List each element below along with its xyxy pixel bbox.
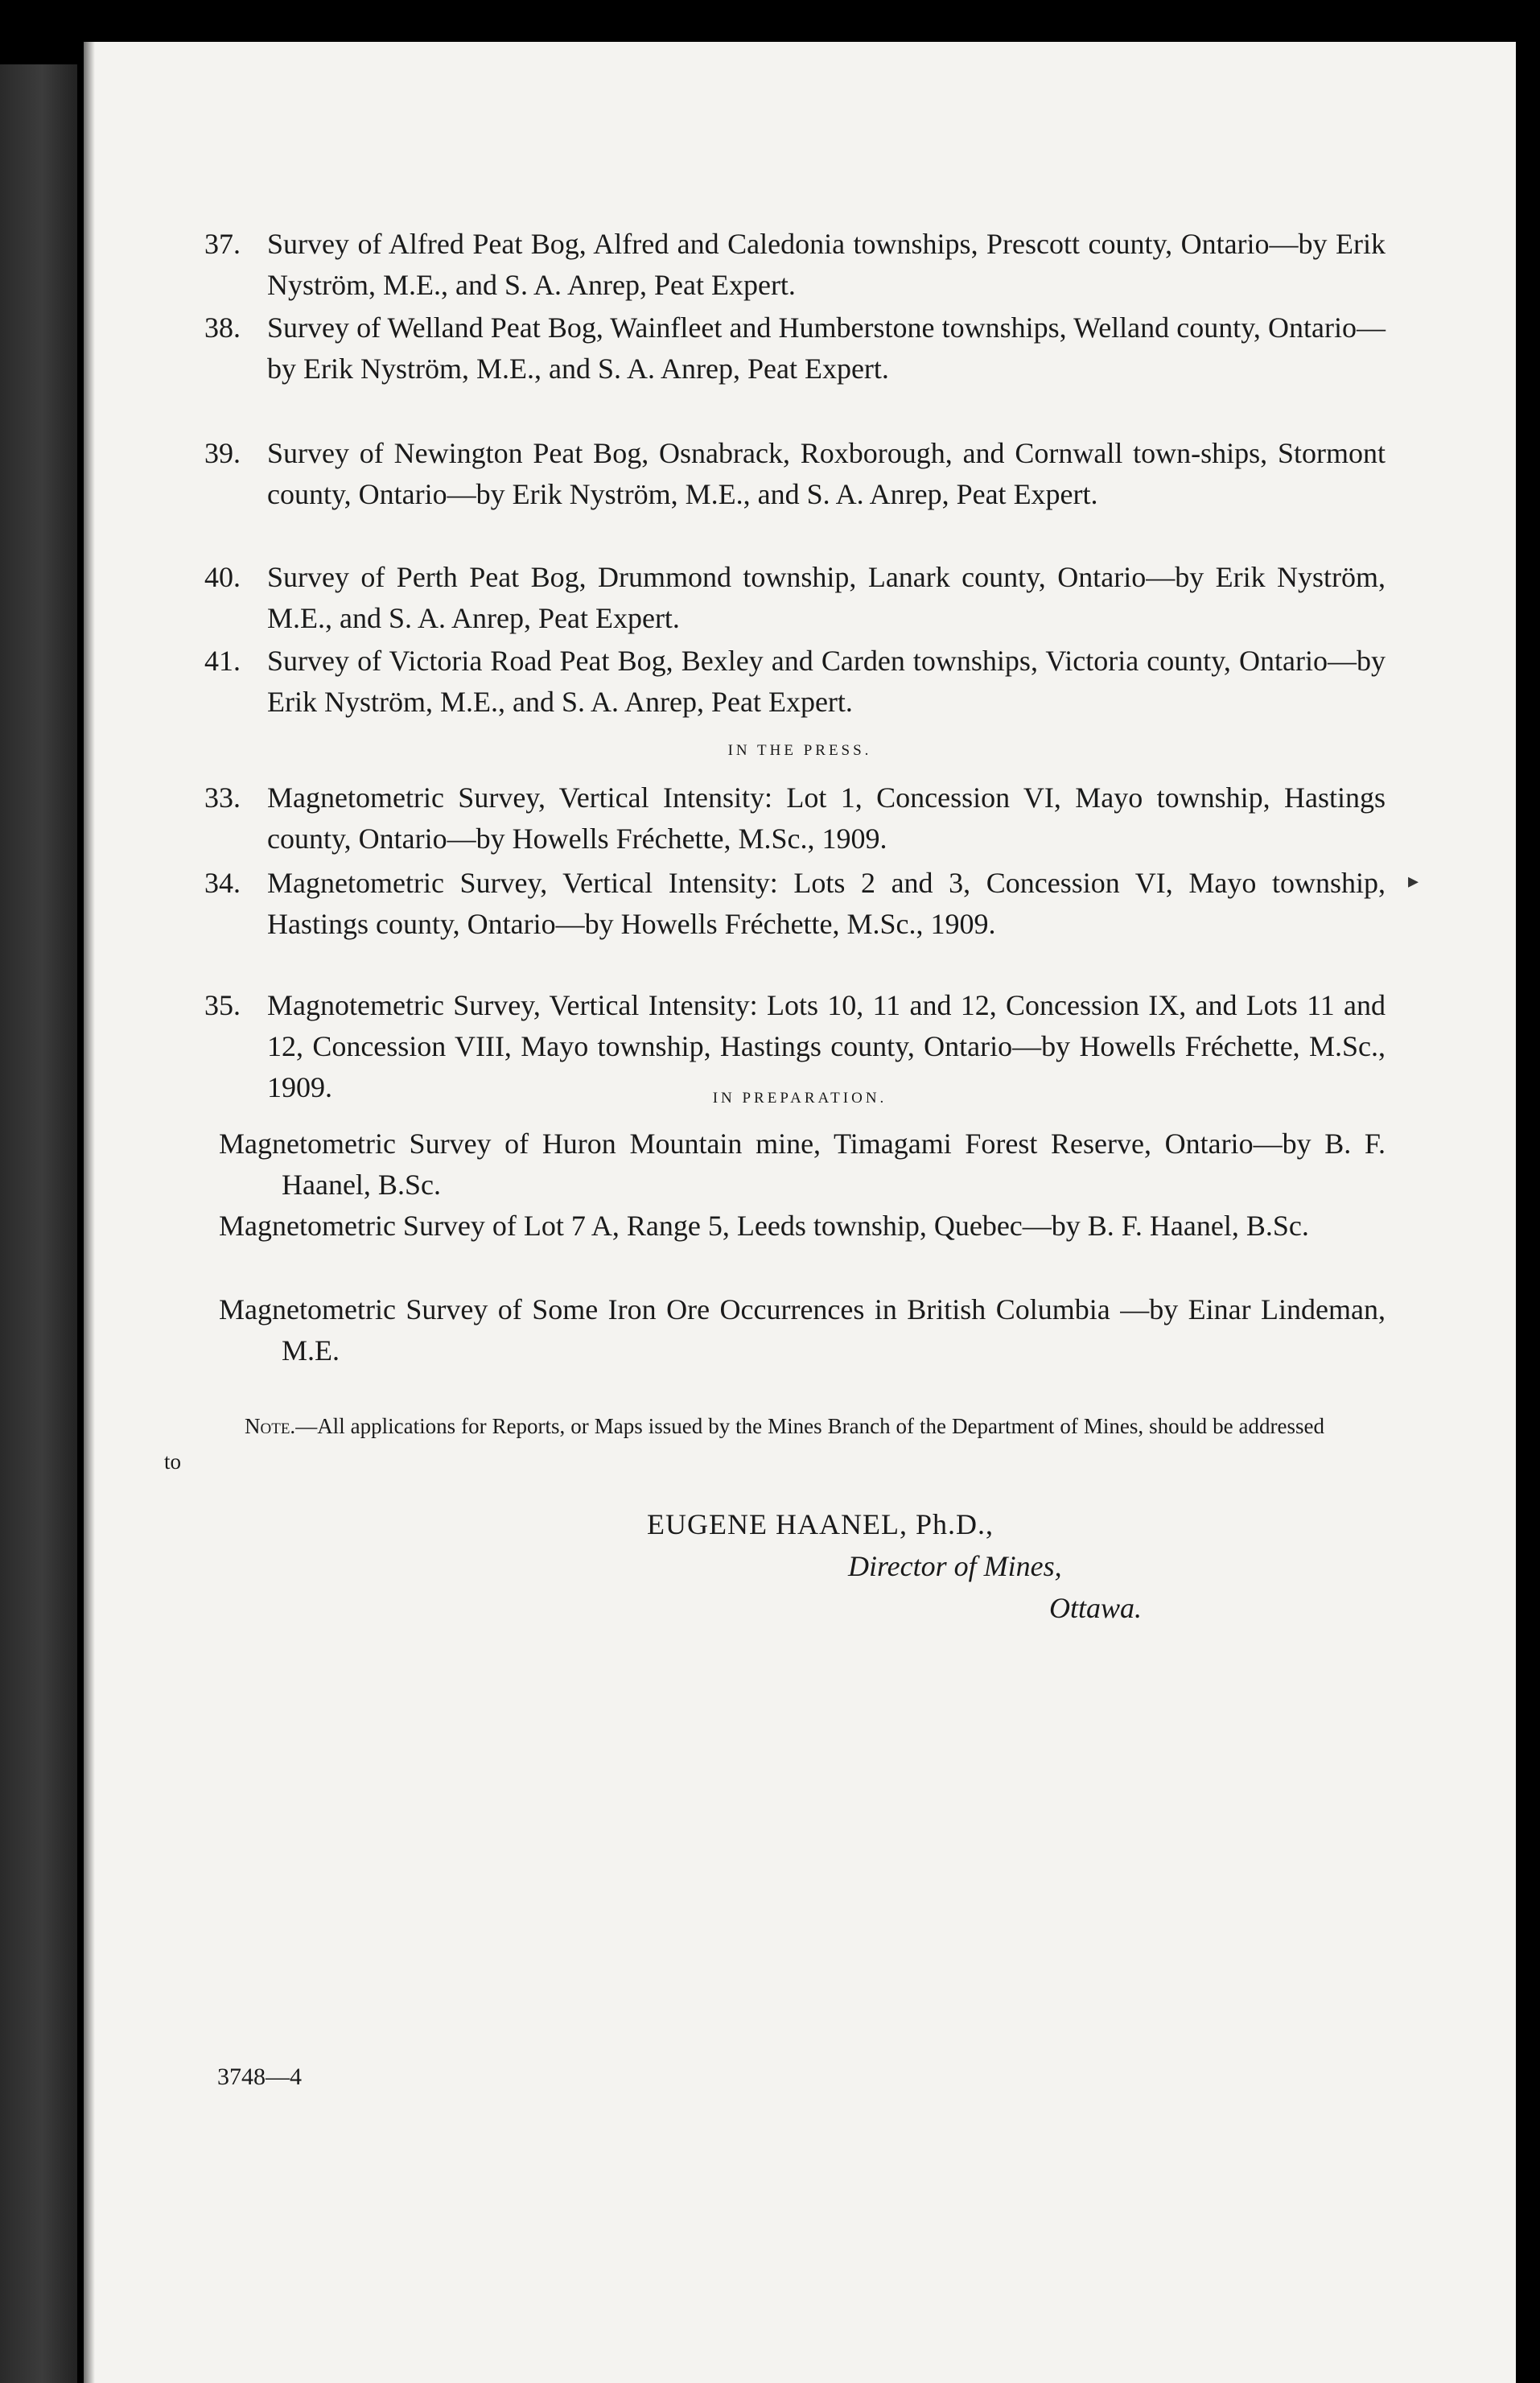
entry-number: 33. xyxy=(204,781,241,814)
page-code: 3748—4 xyxy=(217,2063,302,2090)
note-paragraph xyxy=(164,1408,1324,1479)
entry-text: Survey of Perth Peat Bog, Drummond township, Lanark county, Ontario—by Erik Nyström, M.E., and S. A. Anrep, Peat Expert. xyxy=(267,561,1386,634)
publication-entry-41 xyxy=(204,641,1386,723)
entry-number: 40. xyxy=(204,561,241,593)
note-text: —All applications for Reports, or Maps issued by the Mines Branch of the Department of Mines, should be addressed to xyxy=(164,1414,1324,1474)
margin-mark: ▸ xyxy=(1408,869,1419,893)
entry-text: Magnotemetric Survey, Vertical Intensity: Lots 10, 11 and 12, Concession IX, and Lots 11 and 12, Concession VIII, Mayo township, Hastings county, Ontario—by Howells Fréchette, M.Sc., 1909. xyxy=(267,989,1386,1103)
signature-block xyxy=(647,1503,1323,1629)
entry-number: 34. xyxy=(204,867,241,899)
entry-text: Survey of Alfred Peat Bog, Alfred and Caledonia townships, Prescott county, Ontario—by Erik Nyström, M.E., and S. A. Anrep, Peat Expert. xyxy=(267,228,1386,301)
previous-page-edge xyxy=(0,64,77,2383)
signatory-name: EUGENE HAANEL, Ph.D., xyxy=(647,1508,994,1540)
publication-entry-40 xyxy=(204,557,1386,639)
entry-text: Survey of Welland Peat Bog, Wainfleet and Humberstone townships, Welland county, Ontario—by Erik Nyström, M.E., and S. A. Anrep, Peat Expert. xyxy=(267,311,1386,385)
in-press-entry-33 xyxy=(204,777,1386,860)
entry-text: Magnetometric Survey, Vertical Intensity: Lots 2 and 3, Concession VI, Mayo township, Hastings county, Ontario—by Howells Fréchette, M.Sc., 1909. xyxy=(267,867,1386,940)
signatory-place: Ottawa. xyxy=(1049,1592,1143,1624)
signatory-title: Director of Mines, xyxy=(848,1550,1062,1582)
page-gutter-shadow xyxy=(84,42,95,2383)
entry-text: Survey of Victoria Road Peat Bog, Bexley and Carden townships, Victoria county, Ontario—by Erik Nyström, M.E., and S. A. Anrep, Peat Expert. xyxy=(267,645,1386,718)
publication-entry-39 xyxy=(204,433,1386,515)
entry-number: 39. xyxy=(204,437,241,469)
entry-text: Magnetometric Survey, Vertical Intensity: Lot 1, Concession VI, Mayo township, Hastings county, Ontario—by Howells Fréchette, M.Sc., 1909. xyxy=(267,781,1386,855)
entry-number: 37. xyxy=(204,228,241,260)
entry-number: 41. xyxy=(204,645,241,677)
entry-text: Survey of Newington Peat Bog, Osnabrack, Roxborough, and Cornwall town-ships, Stormont county, Ontario—by Erik Nyström, M.E., and S. A. Anrep, Peat Expert. xyxy=(267,437,1386,510)
preparation-entry: Magnetometric Survey of Huron Mountain mine, Timagami Forest Reserve, Ontario—by B. F. Haanel, B.Sc. xyxy=(219,1128,1386,1201)
entry-number: 35. xyxy=(204,989,241,1021)
publication-entry-37 xyxy=(204,224,1386,306)
preparation-entry: Magnetometric Survey of Lot 7 A, Range 5, Leeds township, Quebec—by B. F. Haanel, B.Sc. xyxy=(219,1210,1309,1242)
in-preparation-heading: IN PREPARATION. xyxy=(712,1090,887,1107)
preparation-entry: Magnetometric Survey of Some Iron Ore Occurrences in British Columbia —by Einar Lindeman, M.E. xyxy=(219,1293,1386,1367)
in-press-heading: IN THE PRESS. xyxy=(727,742,872,759)
document-page xyxy=(84,42,1516,2383)
note-label: Note. xyxy=(245,1414,296,1438)
in-press-entry-34 xyxy=(204,863,1386,945)
publication-entry-38 xyxy=(204,307,1386,390)
entry-number: 38. xyxy=(204,311,241,344)
